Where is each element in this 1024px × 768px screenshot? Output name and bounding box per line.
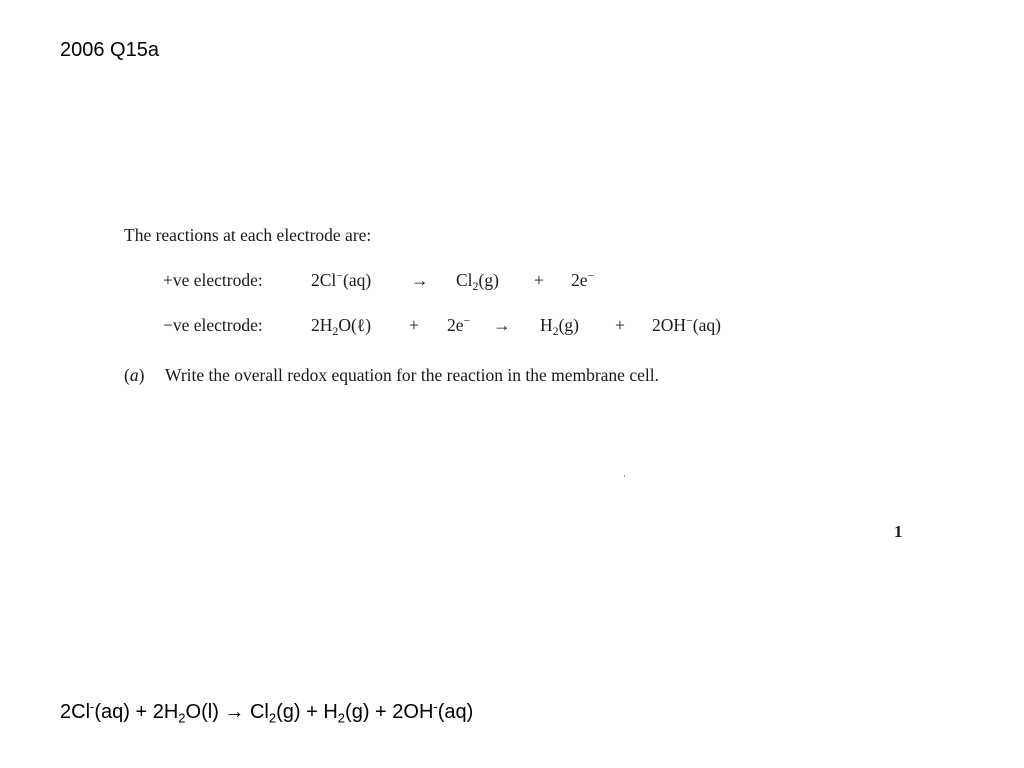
plus-sign: + [409,315,419,335]
question-intro: The reactions at each electrode are: [124,225,372,245]
scan-speck [624,475,625,477]
plus-sign: + [534,270,544,290]
positive-electrons: 2e− [571,268,595,290]
negative-electrons: 2e− [447,313,471,335]
question-part-label: (a) [124,365,145,385]
question-part-text: Write the overall redox equation for the reaction in the membrane cell. [165,365,659,385]
negative-product-hydrogen: $H_2(g)$ [540,315,579,339]
reaction-arrow: → [411,270,429,290]
negative-electrode-label: −ve electrode: [163,315,263,335]
negative-product-hydroxide: 2OH−(aq) [652,313,721,335]
positive-electrode-label: +ve electrode: [163,270,263,290]
positive-product: $Cl_2(g)$ [456,270,499,294]
negative-reactant: $2H_2O(\ell)$ [311,315,372,339]
positive-reactant: 2Cl−(aq) [311,268,372,290]
answer-equation: $2Cl^-(aq) + 2H_2O(l) \to Cl_2(g) + H_2(g) + 2OH^-(aq)$ [60,698,474,726]
reaction-arrow: → [493,315,511,335]
answer-arrow: → [224,701,245,723]
plus-sign: + [615,315,625,335]
marks-value: 1 [894,522,903,541]
slide-title: 2006 Q15a [60,39,159,61]
